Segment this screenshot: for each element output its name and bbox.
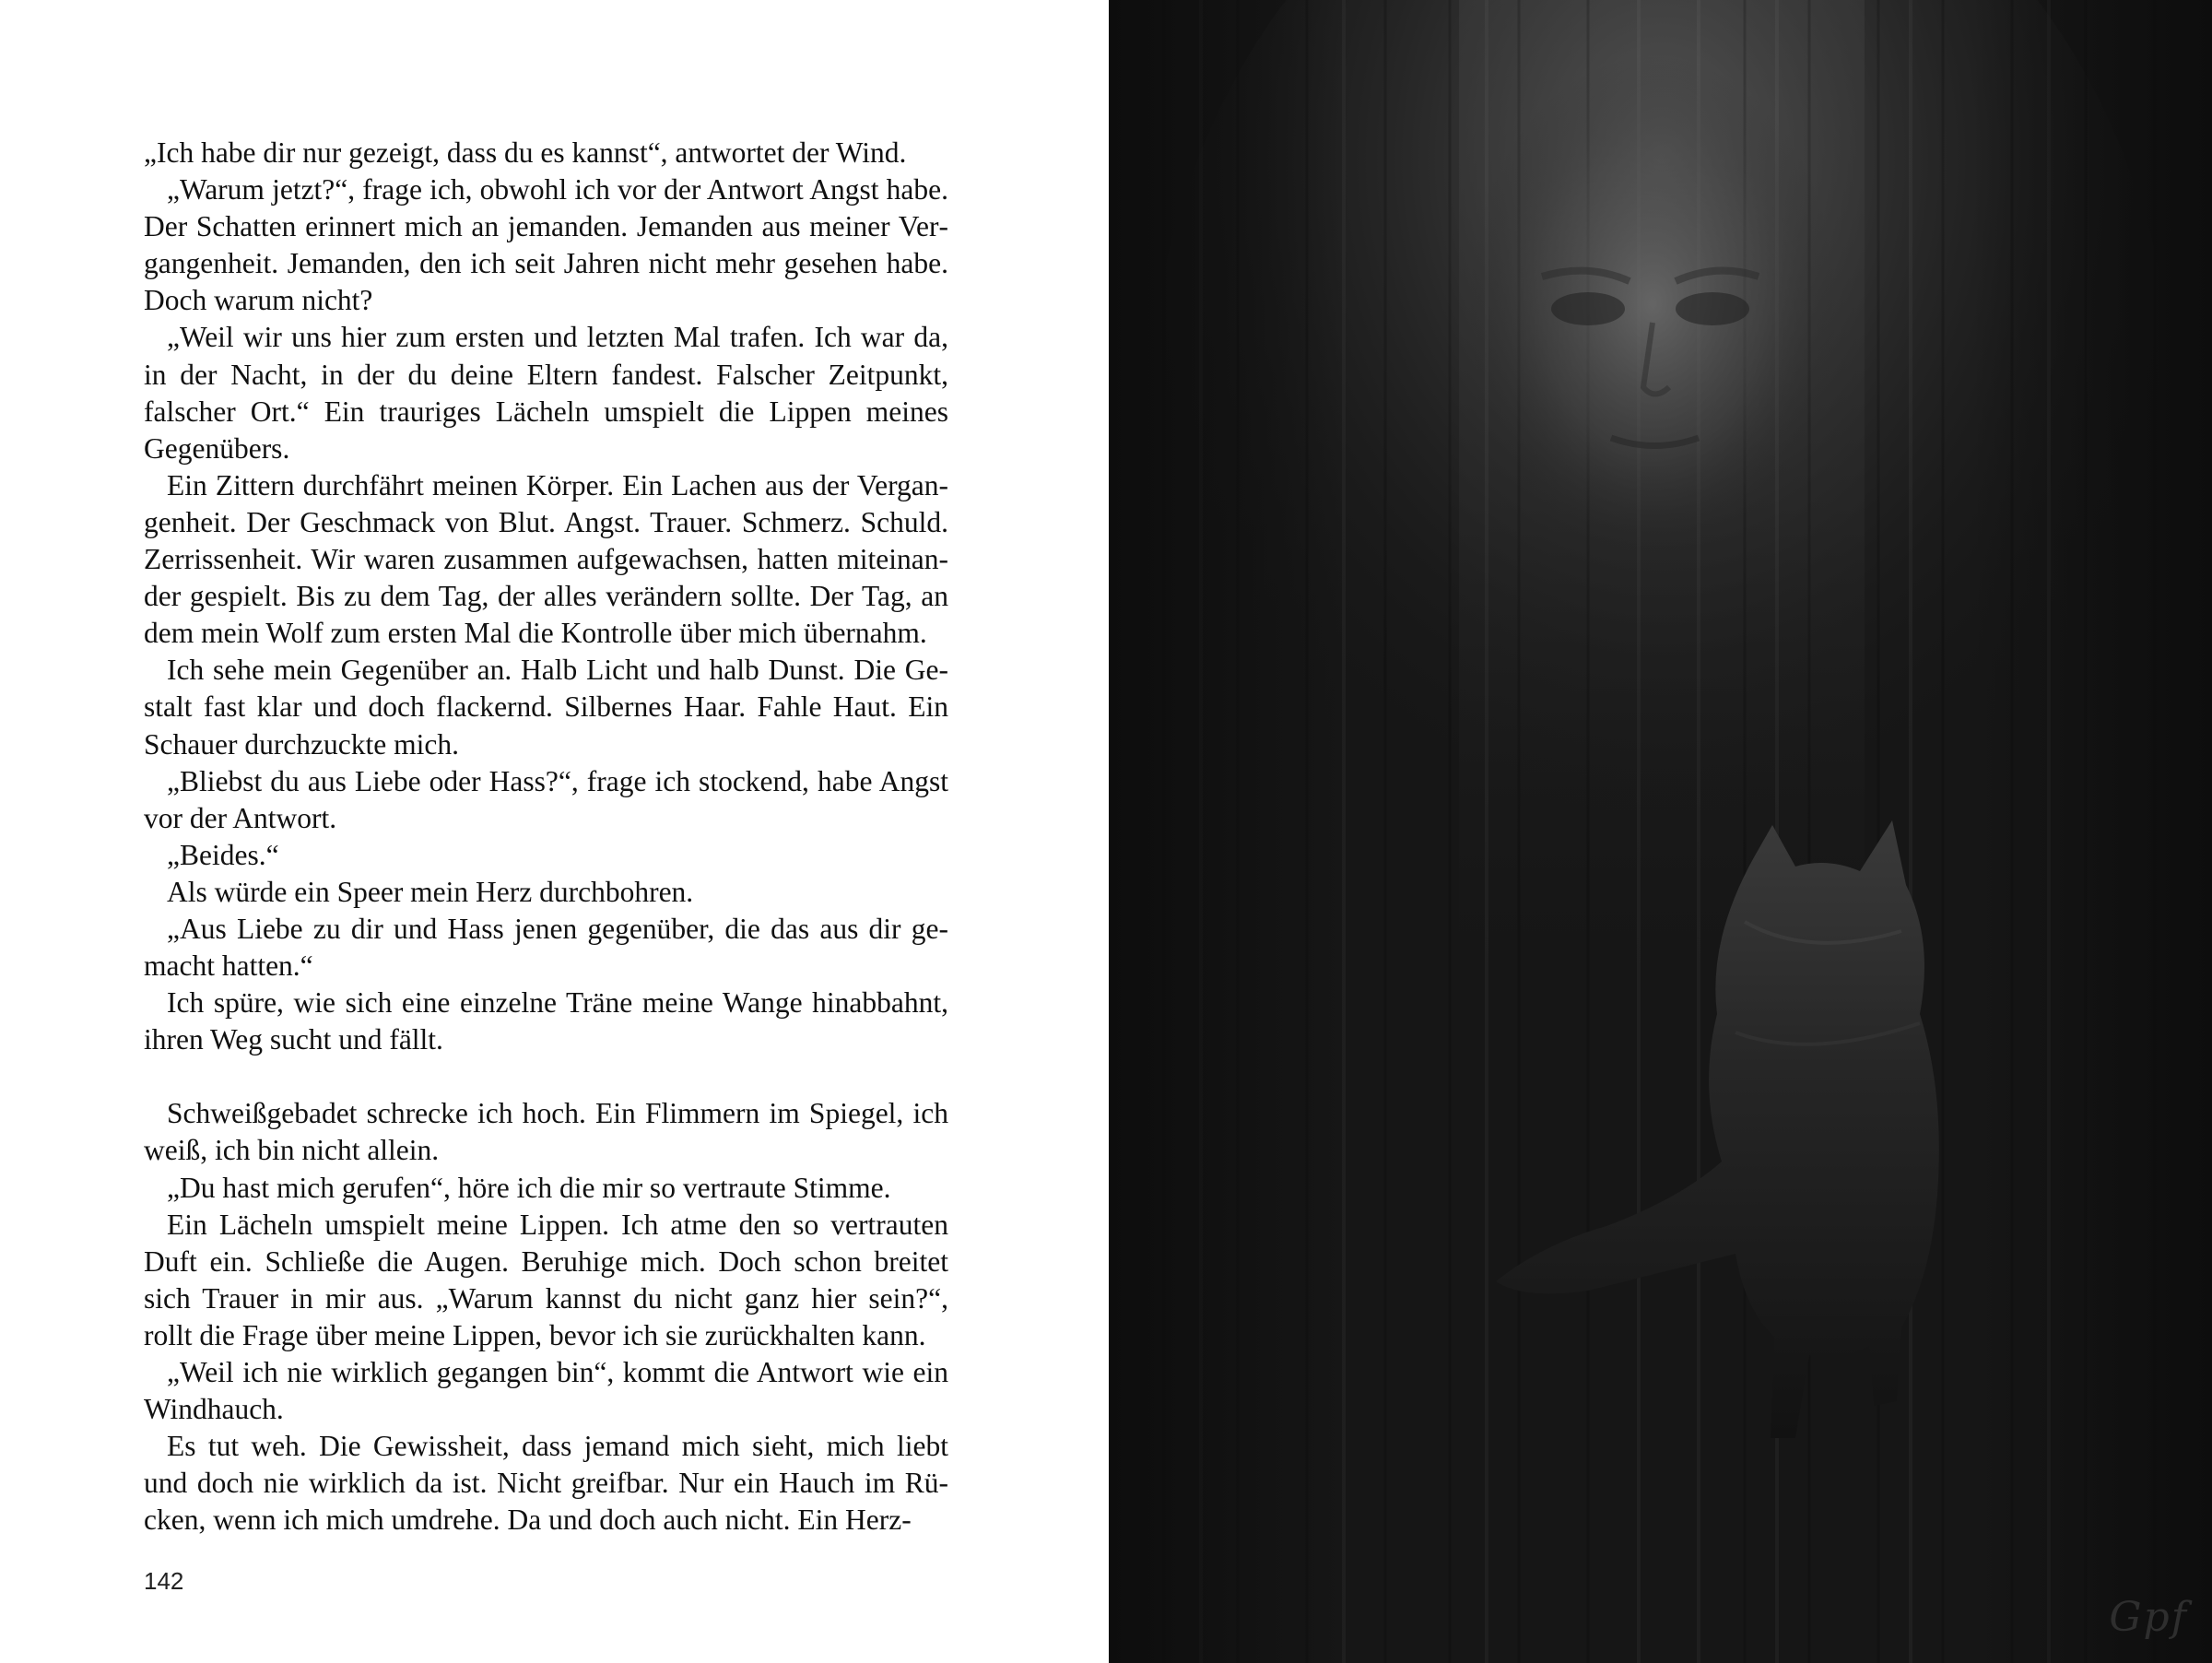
- paragraph: Es tut weh. Die Gewissheit, dass jemand mich sieht, mich liebt und doch nie wirklich da ist. Nicht greifbar. Nur ein Hauch im Rücken, wenn ich mich umdrehe. Da und doch auch nicht. Ein Herz-: [144, 1430, 948, 1537]
- paragraph: „Du hast mich gerufen“, höre ich die mir so vertraute Stimme.: [167, 1171, 891, 1204]
- paragraph: Ein Zittern durchfährt meinen Körper. Ein Lachen aus der Vergangenheit. Der Geschmack von Blut. Angst. Trauer. Schmerz. Schuld. Zerrissenheit. Wir waren zusammen aufgewachsen, hatten miteinander gespielt. Bis zu dem Tag, der alles verändern sollte. Der Tag, an dem mein Wolf zum ersten Mal die Kontrolle über mich übernahm.: [144, 468, 948, 650]
- paragraph: Als würde ein Speer mein Herz durchbohren.: [167, 875, 694, 908]
- paragraph: „Ich habe dir nur gezeigt, dass du es kannst“, antwortet der Wind.: [144, 136, 907, 169]
- paragraph: Ein Lächeln umspielt meine Lippen. Ich atme den so vertrauten Duft ein. Schließe die Augen. Beruhige mich. Doch schon breitet sich Trauer in mir aus. „Warum kannst du nicht ganz hier sein?“, rollt die Frage über meine Lippen, bevor ich sie zurückhalten kann.: [144, 1208, 948, 1351]
- wolf-spirit-illustration: [1109, 0, 2212, 1663]
- paragraph: „Aus Liebe zu dir und Hass jenen gegenüber, die das aus dir gemacht hatten.“: [144, 912, 948, 983]
- paragraph: Ich spüre, wie sich eine einzelne Träne meine Wange hinabbahnt, ihren Weg sucht und fällt.: [144, 986, 948, 1056]
- illustration-page: [1109, 0, 2212, 1663]
- ghost-face: [1468, 55, 1837, 553]
- page-number: 142: [144, 1567, 184, 1595]
- paragraph: Schweißgebadet schrecke ich hoch. Ein Flimmern im Spiegel, ich weiß, ich bin nicht allein.: [144, 1097, 948, 1167]
- paragraph: Ich sehe mein Gegenüber an. Halb Licht und halb Dunst. Die Gestalt fast klar und doch flackernd. Silbernes Haar. Fahle Haut. Ein Schauer durchzuckte mich.: [144, 654, 948, 761]
- artist-signature: Gpf: [2109, 1594, 2188, 1641]
- section-break: [144, 1058, 948, 1095]
- paragraph: „Warum jetzt?“, frage ich, obwohl ich vor der Antwort Angst habe. Der Schatten erinnert mich an jemanden. Jemanden aus meiner Vergangenheit. Jemanden, den ich seit Jahren nicht mehr gesehen habe. Doch warum nicht?: [144, 173, 948, 317]
- paragraph: „Weil ich nie wirklich gegangen bin“, kommt die Antwort wie ein Windhauch.: [144, 1356, 948, 1426]
- paragraph: „Weil wir uns hier zum ersten und letzten Mal trafen. Ich war da, in der Nacht, in der du deine Eltern fandest. Falscher Zeitpunkt, falscher Ort.“ Ein trauriges Lächeln umspielt die Lippen meines Gegenübers.: [144, 321, 948, 465]
- paragraph: „Bliebst du aus Liebe oder Hass?“, frage ich stockend, habe Angst vor der Antwort.: [144, 764, 948, 834]
- body-text: [144, 135, 948, 1539]
- paragraph: „Beides.“: [167, 838, 279, 871]
